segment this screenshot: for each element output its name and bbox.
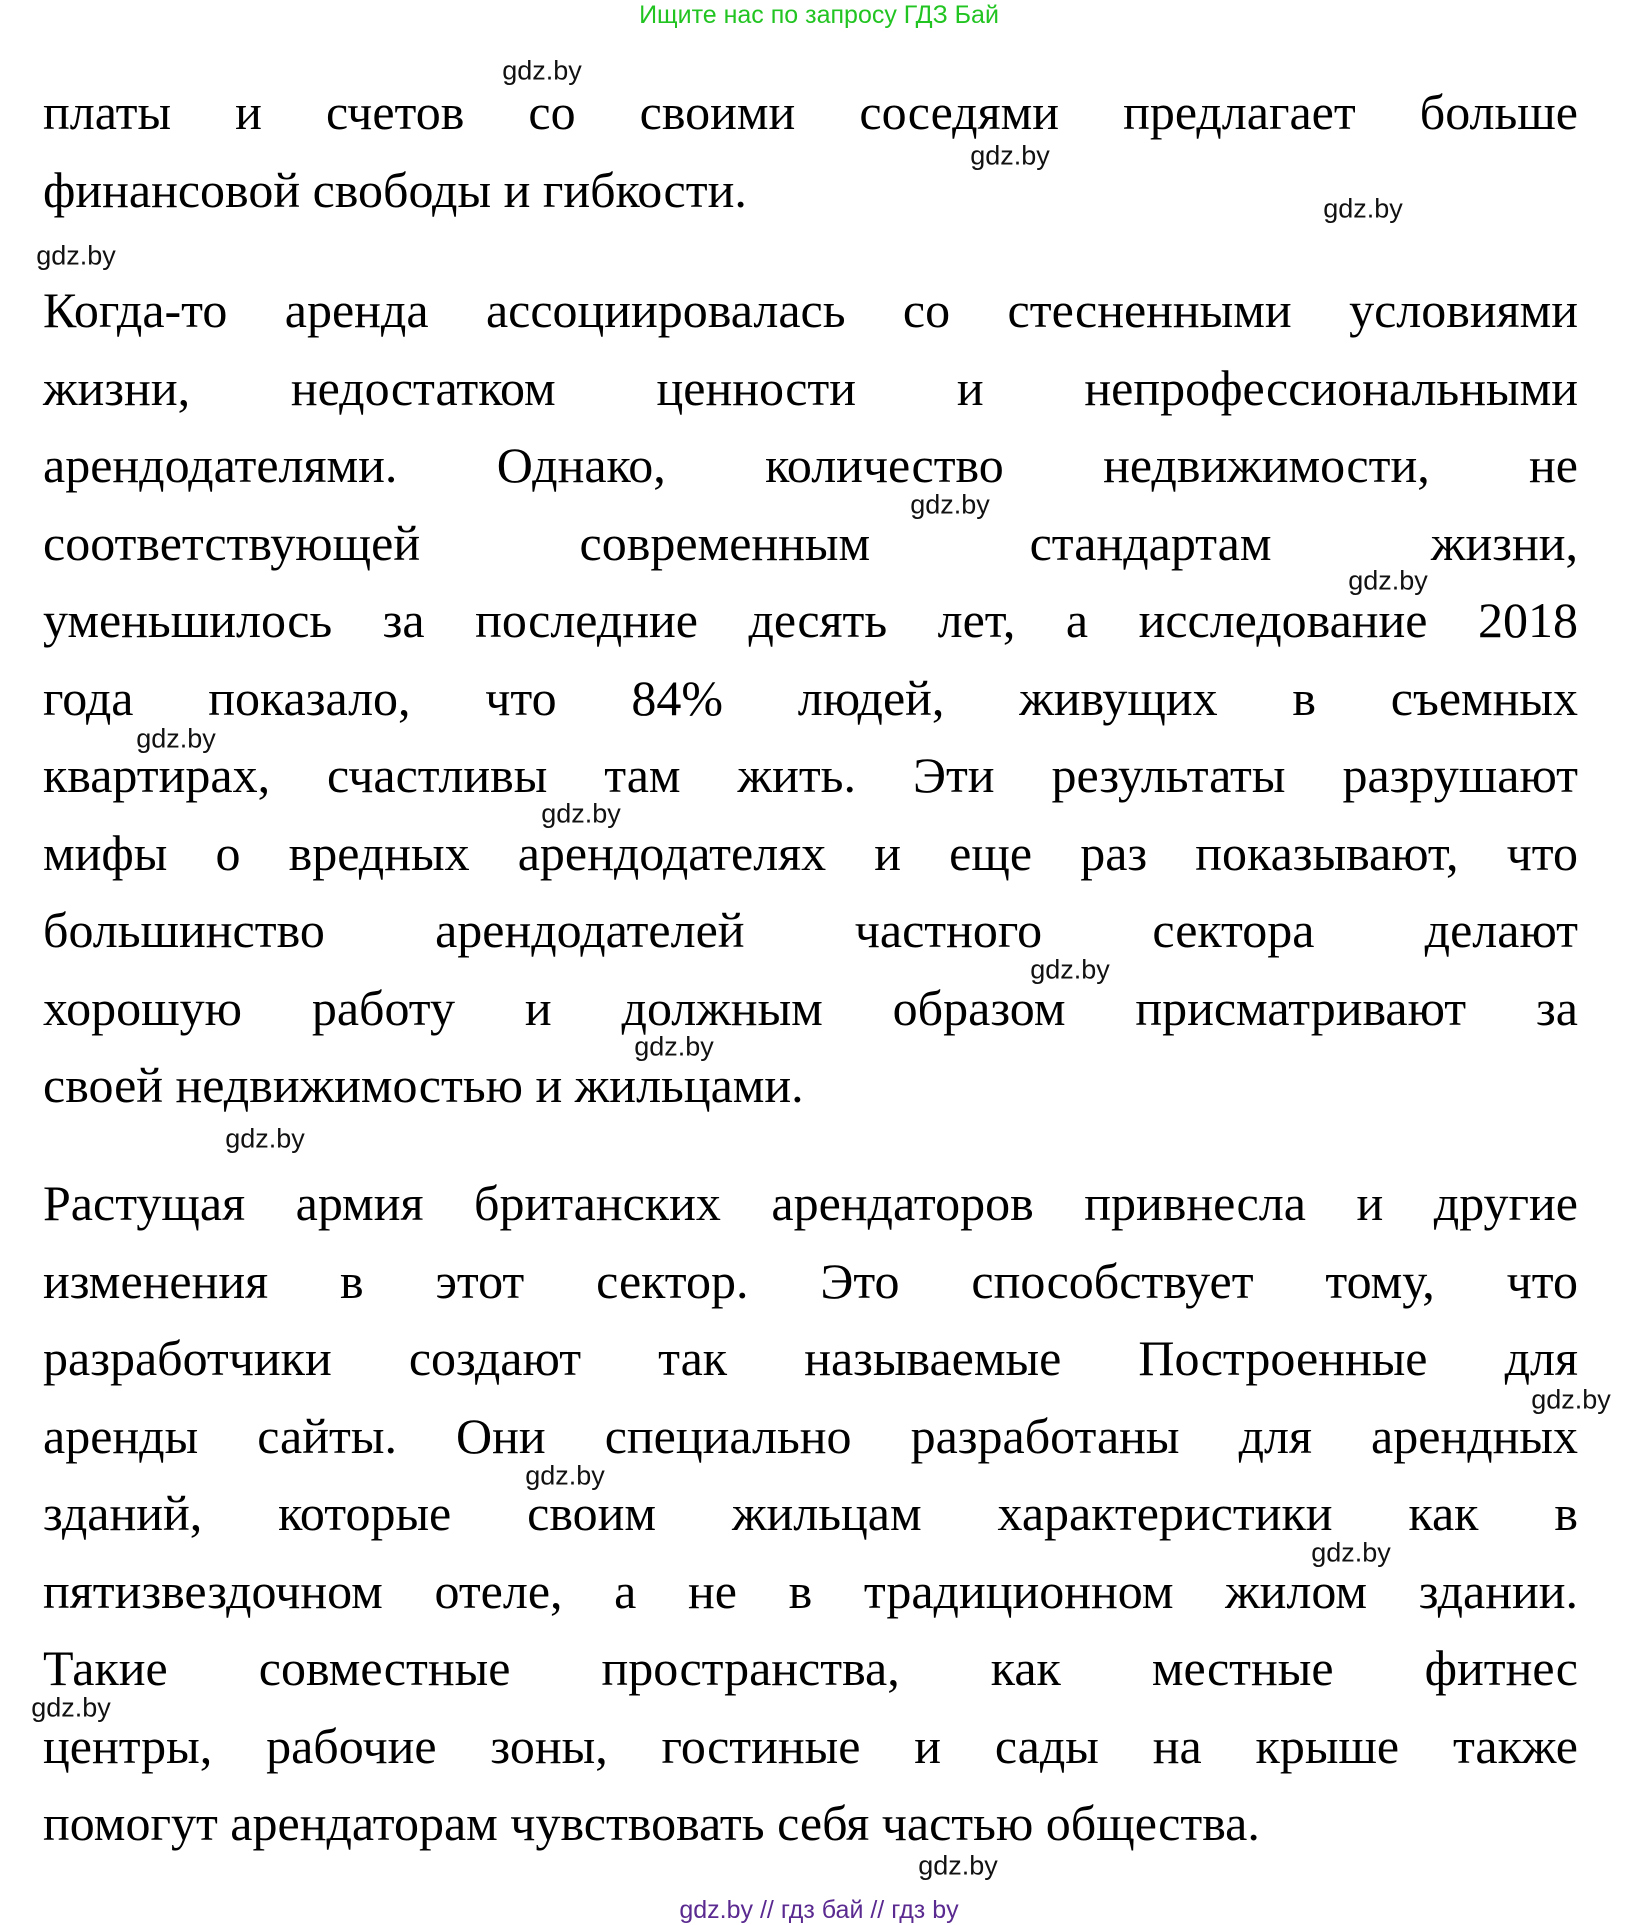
watermark: gdz.by: [36, 240, 116, 271]
watermark: gdz.by: [910, 489, 990, 520]
watermark: gdz.by: [31, 1692, 111, 1723]
paragraph-3: [43, 1165, 1578, 1863]
text-line: мифы о вредных арендодателях и еще раз показывают, что: [43, 824, 1578, 881]
text-line: большинство арендодателей частного сектора делают: [43, 902, 1578, 958]
text-line: хорошую работу и должным образом присматривают за: [43, 979, 1578, 1036]
text-line: центры, рабочие зоны, гостиные и сады на крыше также: [43, 1717, 1578, 1774]
text-line: жизни, недостатком ценности и непрофессиональными: [43, 359, 1578, 416]
text-line: Когда-то аренда ассоциировалась со стесненными условиями: [43, 282, 1578, 338]
watermark: gdz.by: [225, 1123, 305, 1154]
text-line: разработчики создают так называемые Построенные для: [43, 1330, 1578, 1386]
watermark: gdz.by: [502, 55, 582, 86]
text-line: изменения в этот сектор. Это способствует тому, что: [43, 1252, 1578, 1309]
text-line: Растущая армия британских арендаторов привнесла и другие: [43, 1175, 1578, 1231]
text-line: финансовой свободы и гибкости.: [43, 161, 747, 218]
text-line: платы и счетов со своими соседями предлагает больше: [43, 84, 1578, 140]
text-line: года показало, что 84% людей, живущих в съемных: [43, 669, 1578, 726]
text-line: помогут арендаторам чувствовать себя частью общества.: [43, 1795, 1260, 1851]
paragraph-2: [43, 272, 1578, 1125]
text-line: квартирах, счастливы там жить. Эти результаты разрушают: [43, 747, 1578, 803]
watermark: gdz.by: [541, 798, 621, 829]
text-line: уменьшилось за последние десять лет, а исследование 2018: [43, 592, 1578, 648]
text-line: пятизвездочном отеле, а не в традиционном жилом здании.: [43, 1562, 1578, 1619]
watermark: gdz.by: [970, 140, 1050, 171]
watermark: gdz.by: [918, 1850, 998, 1881]
text-line: Такие совместные пространства, как местные фитнес: [43, 1640, 1578, 1696]
watermark: gdz.by: [1348, 565, 1428, 596]
watermark: gdz.by: [525, 1460, 605, 1491]
watermark: gdz.by: [1311, 1537, 1391, 1568]
text-line: зданий, которые своим жильцам характеристики как в: [43, 1485, 1578, 1541]
text-line: своей недвижимостью и жильцами.: [43, 1057, 804, 1113]
footer-links[interactable]: gdz.by // гдз бай // гдз by: [679, 1896, 959, 1924]
text-line: арендодателями. Однако, количество недвижимости, не: [43, 437, 1578, 493]
watermark: gdz.by: [1531, 1384, 1611, 1415]
search-hint-banner: Ищите нас по запросу ГДЗ Бай: [639, 1, 999, 29]
watermark: gdz.by: [634, 1031, 714, 1062]
text-line: аренды сайты. Они специально разработаны для арендных: [43, 1407, 1578, 1464]
watermark: gdz.by: [1323, 193, 1403, 224]
watermark: gdz.by: [1030, 954, 1110, 985]
watermark: gdz.by: [136, 723, 216, 754]
text-line: соответствующей современным стандартам жизни,: [43, 514, 1578, 571]
